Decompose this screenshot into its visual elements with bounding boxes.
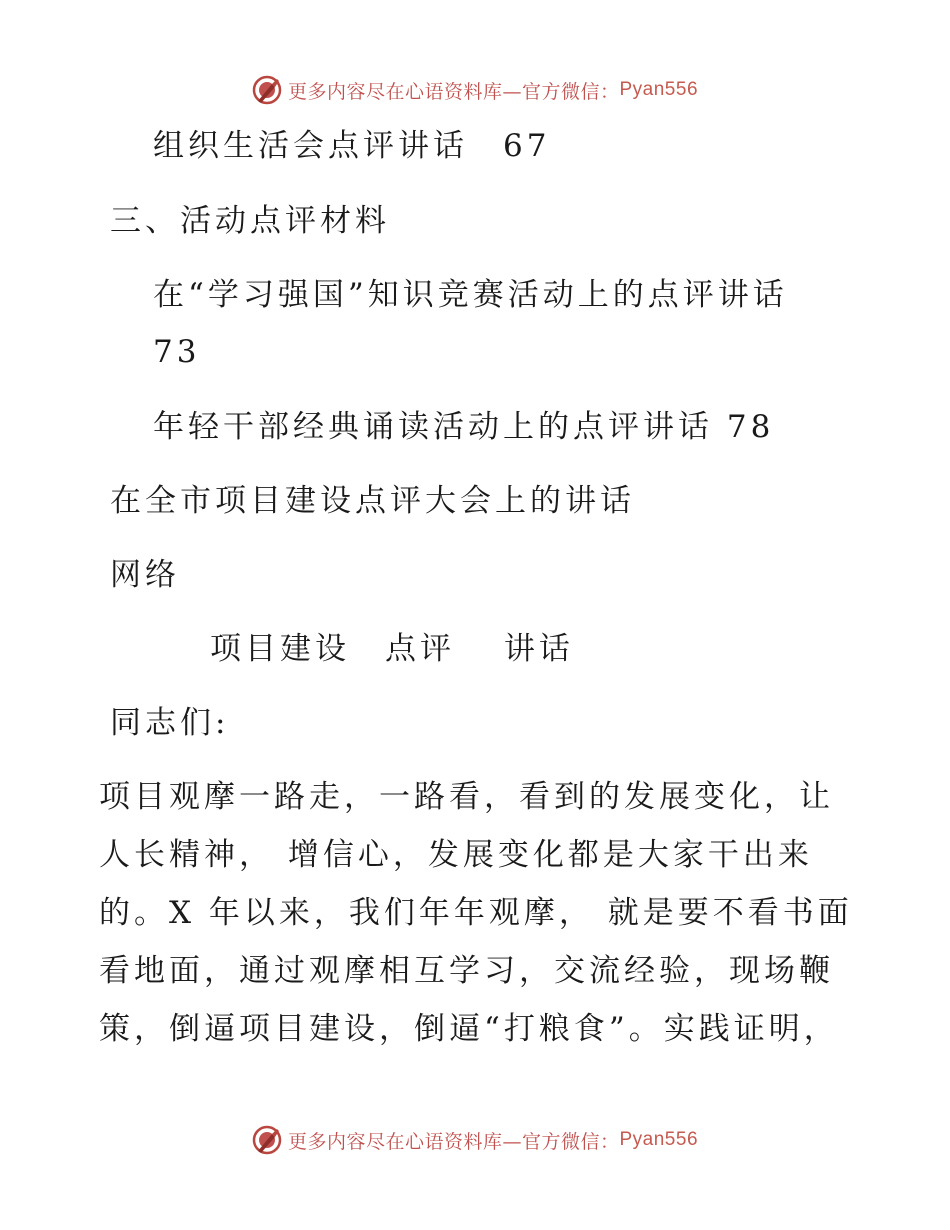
document-author: 网络 [110, 557, 180, 593]
pen-seal-logo-icon [252, 1125, 282, 1155]
toc-item-quiz: 在“学习强国”知识竞赛活动上的点评讲话 [153, 277, 788, 313]
pen-seal-logo-icon [252, 75, 282, 105]
toc-item-org-life: 组织生活会点评讲话 67 [153, 128, 551, 164]
watermark-wechat-id: Pyan556 [619, 79, 699, 100]
watermark-wechat-id: Pyan556 [619, 1129, 699, 1150]
toc-item-reading: 年轻干部经典诵读活动上的点评讲话 78 [153, 409, 775, 445]
document-keywords: 项目建设 点评 讲话 [210, 631, 574, 667]
toc-section-heading: 三、活动点评材料 [110, 203, 390, 239]
watermark-banner-top [0, 70, 950, 110]
body-line: 项目观摩一路走，一路看，看到的发展变化，让 [99, 779, 834, 815]
body-line: 策，倒逼项目建设，倒逼“打粮食”。实践证明， [99, 1011, 839, 1047]
body-line: 看地面，通过观摩相互学习，交流经验，现场鞭 [99, 953, 834, 989]
toc-item-quiz-page: 73 [153, 334, 201, 370]
salutation: 同志们: [110, 705, 230, 741]
watermark-text: 更多内容尽在心语资料库—官方微信： [287, 1130, 620, 1153]
watermark-text: 更多内容尽在心语资料库—官方微信： [287, 80, 620, 103]
body-line: 的。X 年以来，我们年年观摩， 就是要不看书面 [99, 895, 853, 931]
body-line: 人长精神， 增信心，发展变化都是大家干出来 [99, 837, 813, 873]
document-title: 在全市项目建设点评大会上的讲话 [110, 483, 635, 519]
watermark-banner-bottom [0, 1120, 950, 1160]
